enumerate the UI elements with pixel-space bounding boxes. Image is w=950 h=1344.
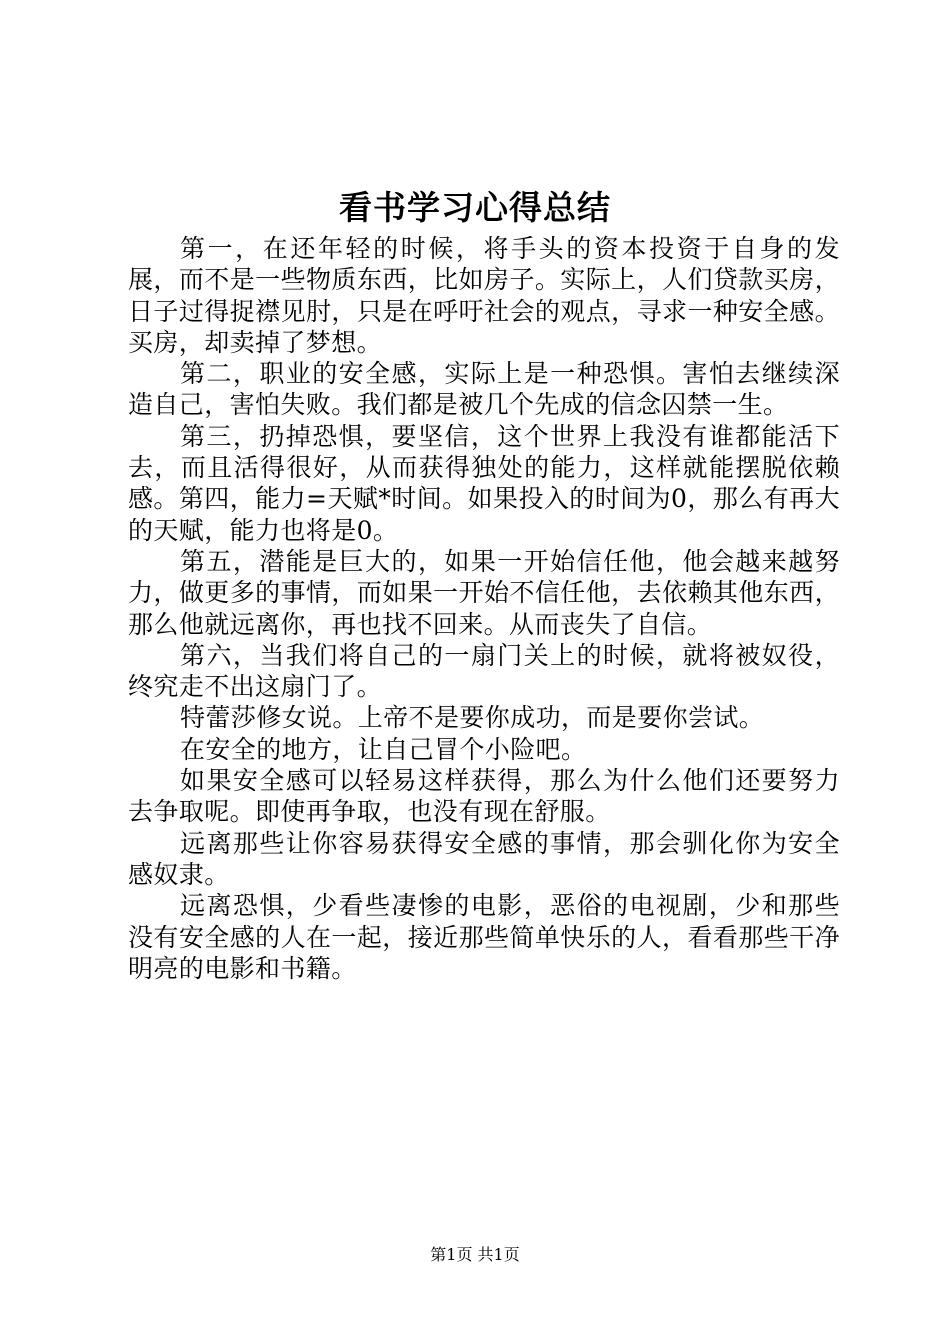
paragraph-5: 第六，当我们将自己的一扇门关上的时候，就将被奴役，终究走不出这扇门了。 — [128, 640, 840, 702]
document-body — [128, 233, 840, 984]
paragraph-8: 如果安全感可以轻易这样获得，那么为什么他们还要努力去争取呢。即使再争取，也没有现在舒服。 — [128, 766, 840, 827]
paragraph-6: 特蕾莎修女说。上帝不是要你成功，而是要你尝试。 — [180, 703, 765, 733]
paragraph-4: 第五，潜能是巨大的，如果一开始信任他，他会越来越努力，做更多的事情，而如果一开始不信任他，去依赖其他东西，那么他就远离你，再也找不回来。从而丧失了自信。 — [128, 546, 840, 639]
paragraph-9: 远离那些让你容易获得安全感的事情，那会驯化你为安全感奴隶。 — [128, 828, 840, 889]
paragraph-10: 远离恐惧，少看些凄惨的电影，恶俗的电视剧，少和那些没有安全感的人在一起，接近那些简单快乐的人，看看那些干净明亮的电影和书籍。 — [128, 891, 840, 983]
page-number-footer: 第1页 共1页 — [430, 1245, 520, 1264]
paragraph-7: 在安全的地方，让自己冒个小险吧。 — [180, 734, 587, 764]
paragraph-3: 第三，扔掉恐惧，要坚信，这个世界上我没有谁都能活下去，而且活得很好，从而获得独处的能力，这样就能摆脱依赖感。第四，能力=天赋*时间。如果投入的时间为0，那么有再大的天赋，能力也将是0。 — [128, 421, 840, 545]
paragraph-1: 第一，在还年轻的时候，将手头的资本投资于自身的发展，而不是一些物质东西，比如房子。实际上，人们贷款买房，日子过得捉襟见肘，只是在呼吁社会的观点，寻求一种安全感。买房，却卖掉了梦想。 — [128, 234, 840, 357]
document-title: 看书学习心得总结 — [339, 188, 611, 227]
paragraph-2: 第二，职业的安全感，实际上是一种恐惧。害怕去继续深造自己，害怕失败。我们都是被几个先成的信念囚禁一生。 — [128, 359, 840, 420]
